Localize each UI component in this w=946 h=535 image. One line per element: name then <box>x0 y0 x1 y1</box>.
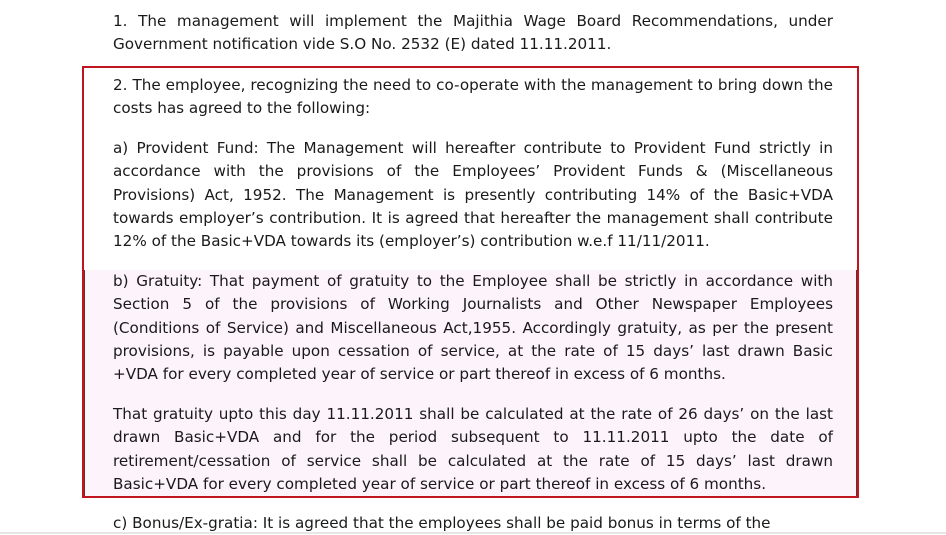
paragraph-provident-fund: a) Provident Fund: The Management will hereafter contribute to Provident Fund strictly in accordance with the provisions of the Employees’ Provident Funds & (Miscellaneous Provisions) Act, 1952. The Management is presently contributing 14% of the Basic+VDA towards employer’s contribution. It is agreed that hereafter the management shall contribute 12% of the Basic+VDA towards its (employer’s) contribution w.e.f 11/11/2011. <box>113 139 833 251</box>
paragraph-gratuity: b) Gratuity: That payment of gratuity to the Employee shall be strictly in accordance with Section 5 of the provisions of Working Journalists and Other Newspaper Employees (Conditions of Service) and Miscellaneous Act,1955. Accordingly gratuity, as per the present provisions, is payable upon cessation of service, at the rate of 15 days’ last drawn Basic +VDA for every completed year of service or part thereof in excess of 6 months. <box>113 272 833 384</box>
paragraph-2: 2. The employee, recognizing the need to co-operate with the management to bring down the costs has agreed to the following: <box>113 76 833 118</box>
paragraph-gratuity-calculation: That gratuity upto this day 11.11.2011 shall be calculated at the rate of 26 days’ on the last drawn Basic+VDA and for the period subsequent to 11.11.2011 upto the date of retirement/cessation of service shall be calculated at the rate of 15 days’ last drawn Basic+VDA for every completed year of service or part thereof in excess of 6 months. <box>113 405 833 493</box>
paragraph-1: 1. The management will implement the Majithia Wage Board Recommendations, under Government notification vide S.O No. 2532 (E) dated 11.11.2011. <box>113 12 833 54</box>
paragraph-bonus: c) Bonus/Ex-gratia: It is agreed that the employees shall be paid bonus in terms of the <box>113 514 771 532</box>
